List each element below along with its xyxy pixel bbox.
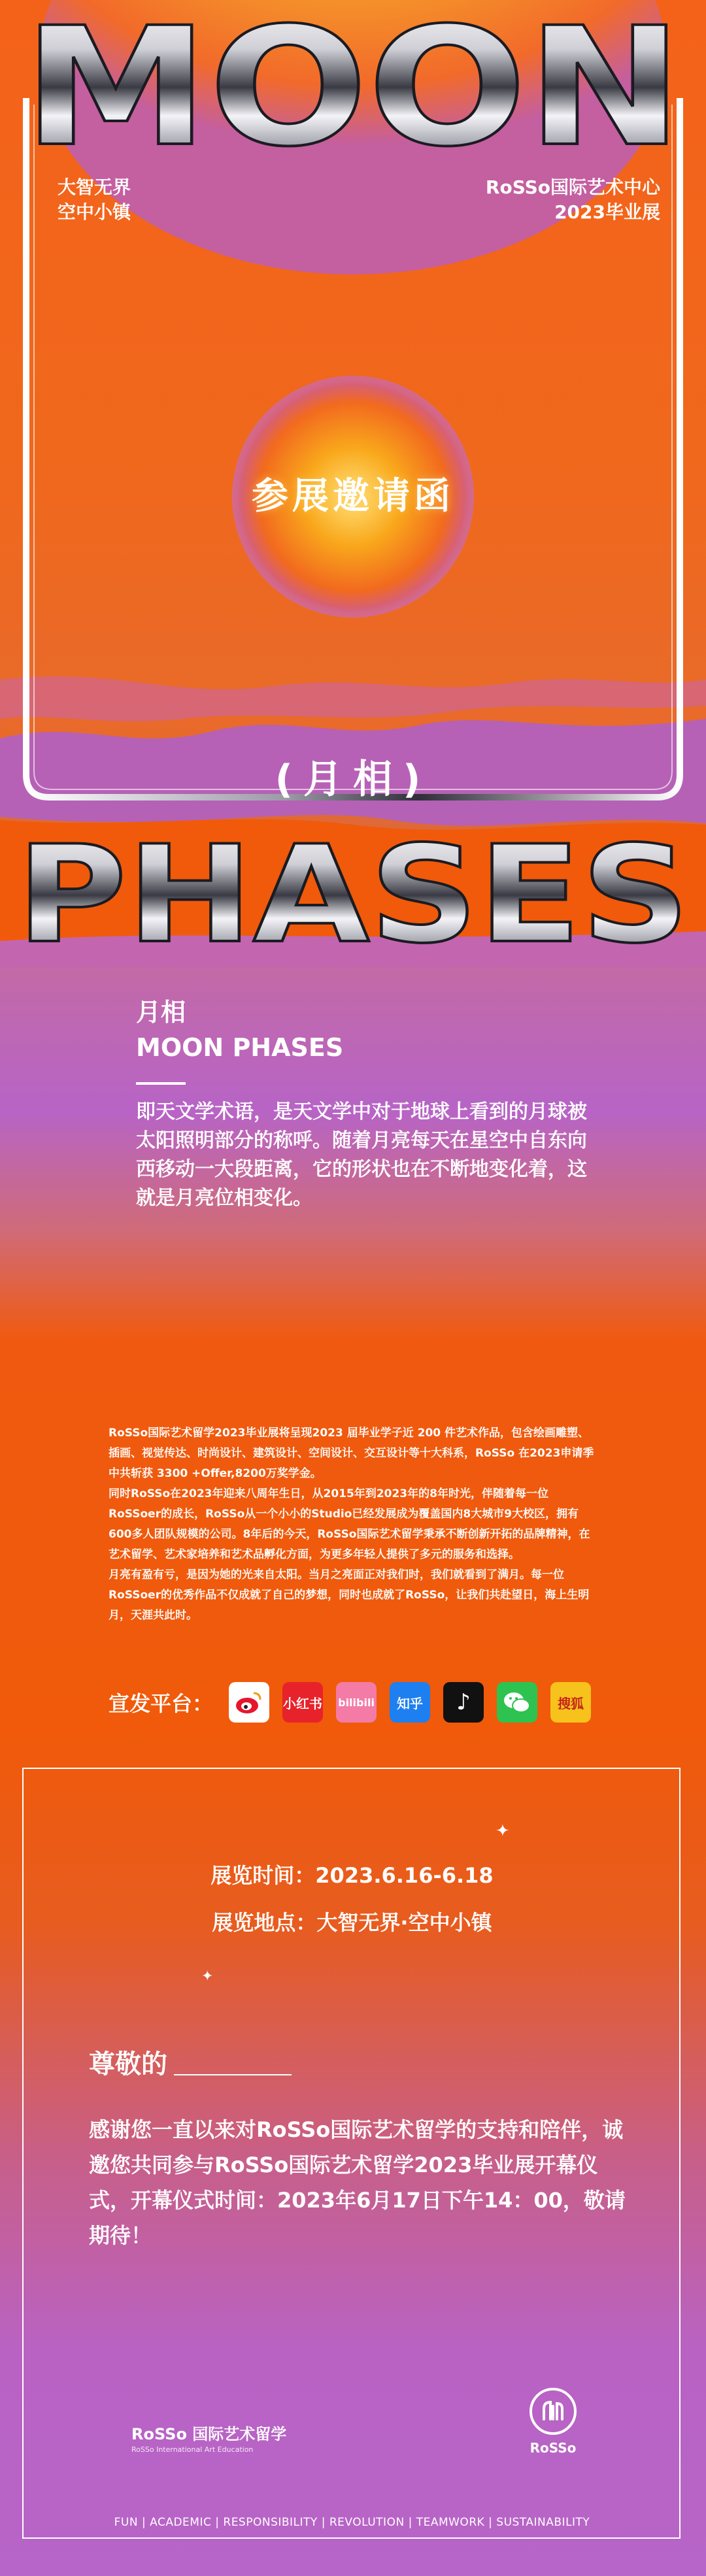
- footer-brand: [131, 2421, 286, 2454]
- platforms-row: [109, 1679, 591, 1725]
- details-section: [109, 1423, 600, 1626]
- platform-icon-text: 搜狐: [558, 1695, 584, 1711]
- platform-icon-text: 小红书: [283, 1695, 323, 1711]
- organizer-line-2: 2023毕业展: [554, 201, 660, 223]
- rosso-logo: [520, 2386, 586, 2456]
- zhihu-icon[interactable]: [390, 1682, 430, 1723]
- details-paragraph-3: 月亮有盈有亏，是因为她的光来自太阳。当月之亮面正对我们时，我们就看到了满月。每一位RoSSoer的优秀作品不仅成就了自己的梦想，同时也成就了RoSSo，让我们共赴望日，海上生明月，天涯共此时。: [109, 1568, 590, 1622]
- platforms-label: 宣发平台：: [109, 1691, 214, 1716]
- invite-body: 感谢您一直以来对RoSSo国际艺术留学的支持和陪伴，诚邀您共同参与RoSSo国际艺术留学2023毕业展开幕仪式，开幕仪式时间：2023年6月17日下午14：00，敬请期待！: [89, 2117, 626, 2248]
- hero-poster: [0, 0, 706, 967]
- invitation-card: [22, 1768, 681, 2539]
- organizer-line-1: RoSSo国际艺术中心: [485, 176, 660, 198]
- xiaohongshu-icon[interactable]: [282, 1682, 323, 1723]
- weibo-icon[interactable]: [229, 1682, 269, 1723]
- invitation-title: 参展邀请函: [252, 475, 454, 518]
- event-place: 展览地点：大智无界·空中小镇: [212, 1910, 492, 1935]
- wechat-icon[interactable]: [497, 1682, 537, 1723]
- intro-title-cn: 月相: [136, 998, 186, 1027]
- bilibili-icon[interactable]: [336, 1682, 377, 1723]
- intro-paragraph: 即天文学术语，是天文学中对于地球上看到的月球被太阳照明部分的称呼。随着月亮每天在星空中自东向西移动一大段距离，它的形状也在不断地变化着，这就是月亮位相变化。: [136, 1100, 587, 1210]
- title-phases: PHASES: [16, 817, 690, 967]
- sparkle-icon: ✦: [201, 1968, 214, 1985]
- title-moon: MOON: [23, 0, 683, 182]
- douyin-icon[interactable]: [443, 1682, 484, 1723]
- intro-section: [136, 995, 594, 1213]
- name-blank: [174, 2074, 292, 2075]
- sparkle-icon: ✦: [496, 1821, 510, 1841]
- sohu-icon[interactable]: [550, 1682, 591, 1723]
- logo-text: RoSSo: [530, 2440, 577, 2456]
- greeting-text: 尊敬的: [89, 2049, 167, 2079]
- greeting-line: [89, 2043, 292, 2081]
- platform-icon-text: 知乎: [397, 1695, 424, 1711]
- intro-divider: [136, 1082, 186, 1085]
- venue-tagline: [58, 175, 131, 225]
- event-time: 展览时间：2023.6.16-6.18: [210, 1863, 494, 1888]
- phase-label: (月相): [275, 757, 431, 802]
- platform-icons: [229, 1682, 591, 1723]
- platform-icon-text: ♪: [456, 1689, 471, 1715]
- details-paragraph-2: 同时RoSSo在2023年迎来八周年生日，从2015年到2023年的8年时光，伴随着每一位RoSSoer的成长，RoSSo从一个小小的Studio已经发展成为覆盖国内8大城市9大校区，拥有600多人团队规模的公司。8年后的今天，RoSSo国际艺术留学秉承不断创新开拓的品牌精神，在艺术留学、艺术家培养和艺术品孵化方面，为更多年轻人提供了多元的服务和选择。: [109, 1487, 590, 1561]
- venue-line-2: 空中小镇: [58, 201, 131, 223]
- platform-icon-text: bilibili: [338, 1696, 375, 1709]
- brand-values: FUN | ACADEMIC | RESPONSIBILITY | REVOLUTION | TEAMWORK | SUSTAINABILITY: [114, 2516, 590, 2529]
- rosso-logo-icon: [528, 2386, 578, 2436]
- venue-line-1: 大智无界: [58, 176, 131, 198]
- brand-name-en: RoSSo International Art Education: [131, 2445, 254, 2454]
- intro-title-en: MOON PHASES: [136, 1033, 344, 1062]
- organizer-tagline: [486, 175, 660, 225]
- brand-name-cn: RoSSo 国际艺术留学: [131, 2425, 287, 2443]
- purple-wave-thin: [0, 676, 706, 721]
- details-paragraph-1: RoSSo国际艺术留学2023毕业展将呈现2023 届毕业学子近 200 件艺术作品，包含绘画雕塑、插画、视觉传达、时尚设计、建筑设计、空间设计、交互设计等十大科系，RoSSo 在2023申请季中共斩获 3300 +Offer,8200万奖学金。: [109, 1427, 594, 1480]
